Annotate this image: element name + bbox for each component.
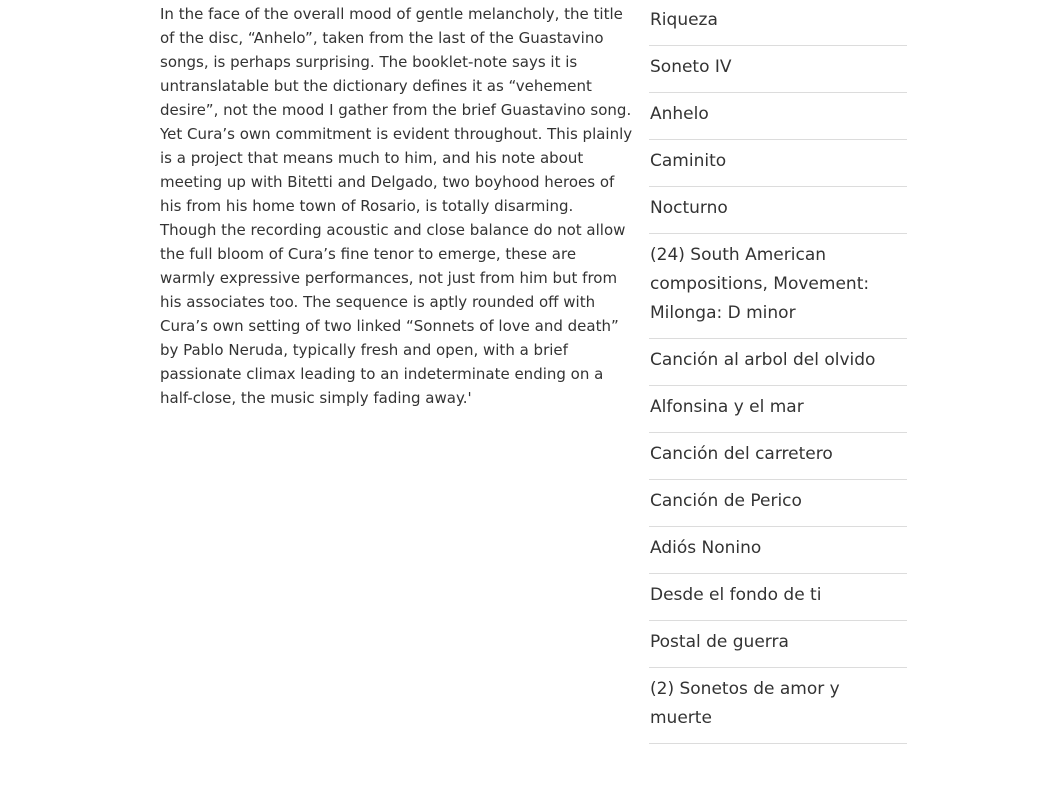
track-item[interactable]: Anhelo <box>649 93 907 140</box>
track-item[interactable]: Canción al arbol del olvido <box>649 339 907 386</box>
track-item[interactable]: Nocturno <box>649 187 907 234</box>
track-item[interactable]: (2) Sonetos de amor y muerte <box>649 668 907 744</box>
track-item[interactable]: Caminito <box>649 140 907 187</box>
track-item[interactable]: Canción del carretero <box>649 433 907 480</box>
review-text <box>160 2 634 410</box>
track-item[interactable]: (24) South American compositions, Movement: Milonga: D minor <box>649 234 907 339</box>
review-paragraph: Though the recording acoustic and close balance do not allow the full bloom of Cura’s fine tenor to emerge, these are warmly expressive performances, not just from him but from his associates too. The sequence is aptly rounded off with Cura’s own setting of two linked “Sonnets of love and death” by Pablo Neruda, typically fresh and open, with a brief passionate climax leading to an indeterminate ending on a half-close, the music simply fading away.' <box>160 221 626 407</box>
track-item[interactable]: Soneto IV <box>649 46 907 93</box>
track-item[interactable]: Alfonsina y el mar <box>649 386 907 433</box>
track-list <box>649 0 907 744</box>
track-item[interactable]: Postal de guerra <box>649 621 907 668</box>
track-item[interactable]: Desde el fondo de ti <box>649 574 907 621</box>
track-item[interactable]: Riqueza <box>649 0 907 46</box>
track-item[interactable]: Adiós Nonino <box>649 527 907 574</box>
track-item[interactable]: Canción de Perico <box>649 480 907 527</box>
review-paragraph: In the face of the overall mood of gentle melancholy, the title of the disc, “Anhelo”, taken from the last of the Guastavino songs, is perhaps surprising. The booklet-note says it is untranslatable but the dictionary defines it as “vehement desire”, not the mood I gather from the brief Guastavino song. Yet Cura’s own commitment is evident throughout. This plainly is a project that means much to him, and his note about meeting up with Bitetti and Delgado, two boyhood heroes of his from his home town of Rosario, is totally disarming. <box>160 5 633 215</box>
